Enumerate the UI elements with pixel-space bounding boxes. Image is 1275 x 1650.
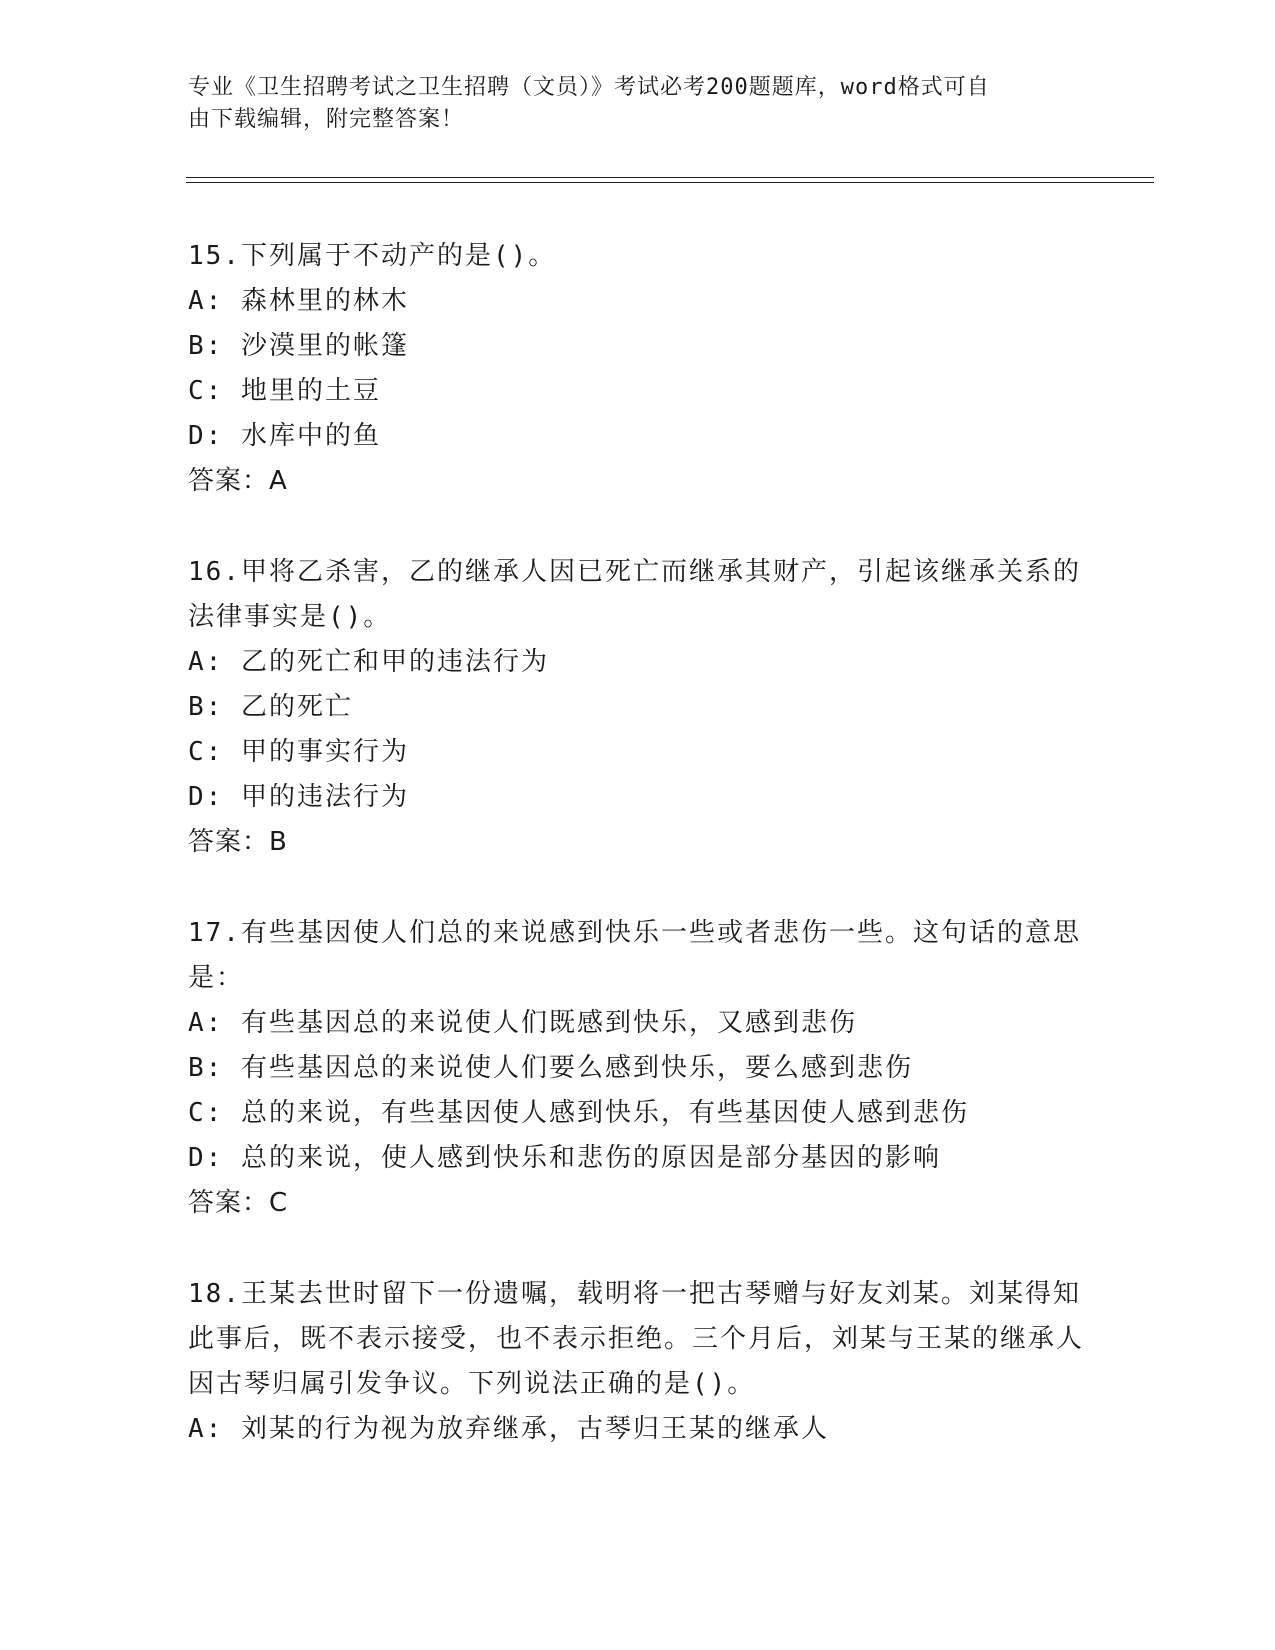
option-c: C: 甲的事实行为: [188, 737, 409, 767]
option-a: A: 乙的死亡和甲的违法行为: [188, 647, 549, 677]
option-b: B: 沙漠里的帐篷: [188, 331, 409, 361]
option-a: A: 有些基因总的来说使人们既感到快乐，又感到悲伤: [188, 1008, 857, 1038]
question-text: 18.王某去世时留下一份遗嘱，载明将一把古琴赠与好友刘某。刘某得知此事后，既不表示接受，也不表示拒绝。三个月后，刘某与王某的继承人因古琴归属引发争议。下列说法正确的是()。: [188, 1279, 1085, 1399]
option-d: D: 甲的违法行为: [188, 782, 409, 812]
option-c: C: 地里的土豆: [188, 376, 381, 406]
question-18: [188, 1272, 1088, 1452]
document-header: [188, 72, 1068, 136]
answer-label: 答案：B: [188, 827, 288, 857]
question-text: 15.下列属于不动产的是()。: [188, 241, 557, 271]
header-divider-bottom: [186, 182, 1154, 183]
option-b: B: 乙的死亡: [188, 692, 353, 722]
answer-label: 答案：C: [188, 1188, 289, 1218]
question-text: 16.甲将乙杀害，乙的继承人因已死亡而继承其财产，引起该继承关系的法律事实是()。: [188, 557, 1081, 632]
question-list: [188, 234, 1088, 1498]
question-15: [188, 234, 1088, 504]
question-17: [188, 911, 1088, 1226]
option-b: B: 有些基因总的来说使人们要么感到快乐，要么感到悲伤: [188, 1053, 913, 1083]
question-text: 17.有些基因使人们总的来说感到快乐一些或者悲伤一些。这句话的意思是：: [188, 918, 1081, 993]
answer-label: 答案：A: [188, 466, 288, 496]
option-a: A: 森林里的林木: [188, 286, 409, 316]
option-a: A: 刘某的行为视为放弃继承，古琴归王某的继承人: [188, 1414, 829, 1444]
option-d: D: 总的来说，使人感到快乐和悲伤的原因是部分基因的影响: [188, 1143, 941, 1173]
option-c: C: 总的来说，有些基因使人感到快乐，有些基因使人感到悲伤: [188, 1098, 969, 1128]
header-divider-top: [186, 177, 1154, 178]
header-line-1: 专业《卫生招聘考试之卫生招聘（文员）》考试必考200题题库，word格式可自: [188, 75, 990, 100]
header-line-2: 由下载编辑，附完整答案！: [188, 107, 465, 132]
question-16: [188, 550, 1088, 865]
option-d: D: 水库中的鱼: [188, 421, 381, 451]
